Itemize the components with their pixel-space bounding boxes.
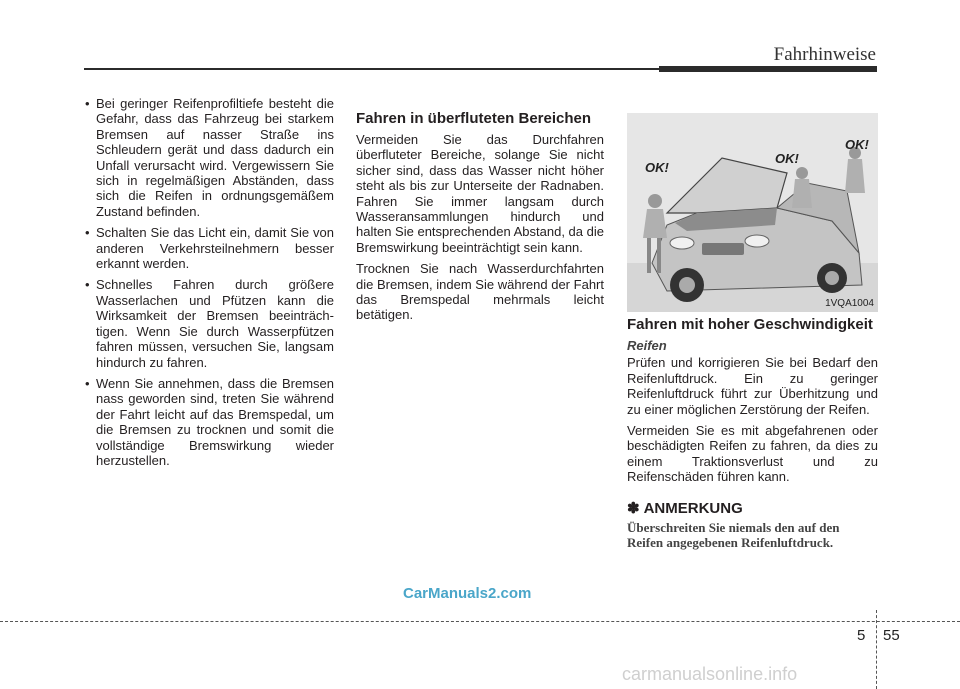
header-rule-thick — [659, 66, 877, 72]
section-heading-flooded: Fahren in überfluteten Bereichen — [356, 110, 592, 127]
bullet-item: • Schalten Sie das Licht ein, damit Sie von anderen Verkehrsteilnehmern besser erkannt werden. — [85, 225, 334, 271]
subheading-tires: Reifen — [627, 338, 667, 353]
page-divider — [876, 610, 877, 689]
bullet-item: • Bei geringer Reifenprofiltiefe besteht die Gefahr, dass das Fahrzeug bei starkem Bremsen auf nasser Straße ins Schleudern gerät und dass dadurch ein Unfall verursacht wird. Vergewissern Sie sich in regelmäßigen Abständen, dass sich die Reifen in ordnungsgemäßem Zustand befinden. — [85, 96, 334, 219]
section-heading-high-speed: Fahren mit hoher Geschwindigkeit — [627, 316, 873, 333]
ok-label: OK! — [845, 137, 869, 152]
ok-label: OK! — [645, 160, 669, 175]
figure-code: 1VQA1004 — [825, 298, 874, 309]
footer-rule — [0, 621, 960, 622]
site-watermark: carmanualsonline.info — [622, 664, 798, 684]
note-title: ANMERKUNG — [643, 499, 743, 517]
header-rule — [84, 68, 659, 70]
car-with-hood-open-illustration — [627, 113, 878, 312]
paragraph: Vermeiden Sie es mit abgefahrenen oder beschädigten Reifen zu fahren, da dies zu einem Traktionsverlust und zu Reifenschäden führen kann. — [627, 423, 878, 485]
column-left — [85, 96, 334, 474]
ok-label: OK! — [775, 151, 799, 166]
bullet-list — [85, 96, 334, 468]
column-right — [627, 316, 878, 550]
paragraph: Trocknen Sie nach Wasserdurchfahrten die Bremsen, indem Sie während der Fahrt das Bremspedal mehrmals leicht betätigen. — [356, 261, 604, 323]
note-heading — [627, 501, 878, 516]
chapter-number: 5 — [857, 627, 866, 644]
paragraph: Vermeiden Sie das Durchfahren überfluteter Bereiche, solange Sie nicht sicher sind, dass das Wasser nicht höher steht als bis zur Unterseite der Radnaben. Fahren Sie immer langsam durch Wasseransammlungen hindurch und halten Sie entsprechenden Abstand, da die Bremswirkung beeinträchtigt sein kann. — [356, 132, 604, 255]
asterisk-icon: ✽ — [627, 499, 640, 517]
paragraph: Prüfen und korrigieren Sie bei Bedarf den Reifenluftdruck. Ein zu geringer Reifenluftdruck führt zur Überhitzung und zu einer möglichen Zerstörung der Reifen. — [627, 355, 878, 417]
car-illustration — [627, 113, 878, 312]
bullet-item: • Wenn Sie annehmen, dass die Bremsen nass geworden sind, treten Sie während der Fahrt leicht auf das Bremspedal, um die Bremsen zu trocknen und somit die vollständige Bremswirkung wieder herzustellen. — [85, 376, 334, 468]
page-number: 55 — [883, 627, 900, 644]
note-text: Überschreiten Sie niemals den auf den Reifen angegebenen Reifenluftdruck. — [627, 520, 840, 551]
watermark-link[interactable]: CarManuals2.com — [403, 585, 532, 602]
page-header-title: Fahrhinweise — [773, 44, 876, 65]
bullet-item: • Schnelles Fahren durch größere Wasserlachen und Pfützen kann die Wirksamkeit der Bremsen beeinträch-tigen. Wenn Sie durch Wasserpfützen fahren müssen, versuchen Sie, langsam hindurch zu fahren. — [85, 277, 334, 369]
column-middle — [356, 110, 604, 329]
